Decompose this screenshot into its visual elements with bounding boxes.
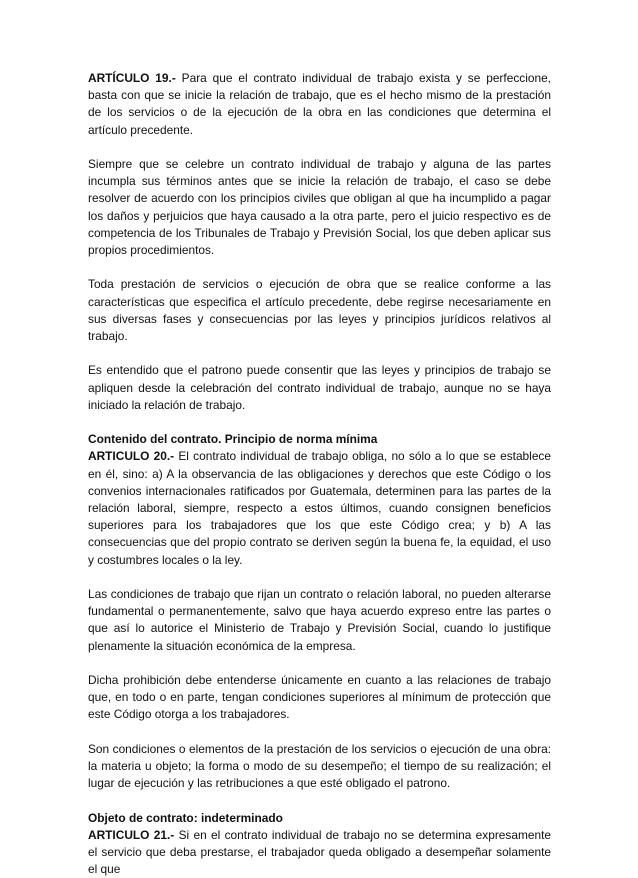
article-21-text-1: Si en el contrato individual de trabajo no se determina expresamente el servicio que deba prestarse, el trabajador queda obligado a desempeñar solamente el que — [88, 827, 551, 877]
article-19-paragraph-2: Siempre que se celebre un contrato individual de trabajo y alguna de las partes incumpla sus términos antes que se inicie la relación de trabajo, el caso se debe resolver de acuerdo con los principios civiles que obligan al que ha incumplido a pagar los daños y perjuicios que haya causado a la otra parte, pero el juicio respectivo es de competencia de los Tribunales de Trabajo y Previsión Social, los que deben aplicar sus propios procedimientos. — [88, 157, 551, 258]
article-21-label: ARTICULO 21.- — [88, 827, 175, 842]
document-page — [88, 70, 551, 878]
article-20-heading-text: Contenido del contrato. Principio de norma mínima — [88, 432, 378, 447]
article-21-heading — [88, 810, 551, 827]
article-19-text-1: Para que el contrato individual de trabajo exista y se perfeccione, basta con que se inicie la relación de trabajo, que es el hecho mismo de la prestación de los servicios o de la ejecución de la obra en las condiciones que determina el artículo precedente. — [88, 71, 551, 137]
article-20-paragraph-1 — [88, 448, 551, 568]
article-20-paragraph-4: Son condiciones o elementos de la prestación de los servicios o ejecución de una obra: la materia u objeto; la forma o modo de su desempeño; el tiempo de su realización; el lugar de ejecución y las retribuciones a que esté obligado el patrono. — [88, 741, 551, 791]
article-19-paragraph-4: Es entendido que el patrono puede consentir que las leyes y principios de trabajo se apliquen desde la celebración del contrato individual de trabajo, aunque no se haya iniciado la relación de trabajo. — [88, 363, 551, 412]
article-19-paragraph-3: Toda prestación de servicios o ejecución de obra que se realice conforme a las características que especifica el artículo precedente, debe regirse necesariamente en sus diversas fases y consecuencias por las leyes y principios jurídicos relativos al trabajo. — [88, 277, 551, 344]
article-20-label: ARTICULO 20.- — [88, 449, 175, 464]
article-21-heading-text: Objeto de contrato: indeterminado — [88, 810, 283, 825]
article-19-paragraph-1 — [88, 70, 551, 139]
article-20-heading — [88, 431, 551, 448]
article-20-text-1: El contrato individual de trabajo obliga, no sólo a lo que se establece en él, sino: a) A la observancia de las obligaciones y derechos que este Código o los convenios internacionales ratificados por Guatemala, determinen para las partes de la relación laboral, siempre, respecto a estos últimos, cuando consignen beneficios superiores para los trabajadores que los que este Código crea; y b) A las consecuencias que del propio contrato se deriven según la buena fe, la equidad, el uso y costumbres locales o la ley. — [88, 449, 551, 567]
article-20-paragraph-3: Dicha prohibición debe entenderse únicamente en cuanto a las relaciones de trabajo que, en todo o en parte, tengan condiciones superiores al mínimum de protección que este Código otorga a los trabajadores. — [88, 673, 551, 722]
article-20-paragraph-2: Las condiciones de trabajo que rijan un contrato o relación laboral, no pueden alterarse fundamental o permanentemente, salvo que haya acuerdo expreso entre las partes o que así lo autorice el Ministerio de Trabajo y Previsión Social, cuando lo justifique plenamente la situación económica de la empresa. — [88, 587, 551, 653]
article-21-paragraph-1 — [88, 827, 551, 878]
article-19-label: ARTÍCULO 19.- — [88, 71, 176, 85]
